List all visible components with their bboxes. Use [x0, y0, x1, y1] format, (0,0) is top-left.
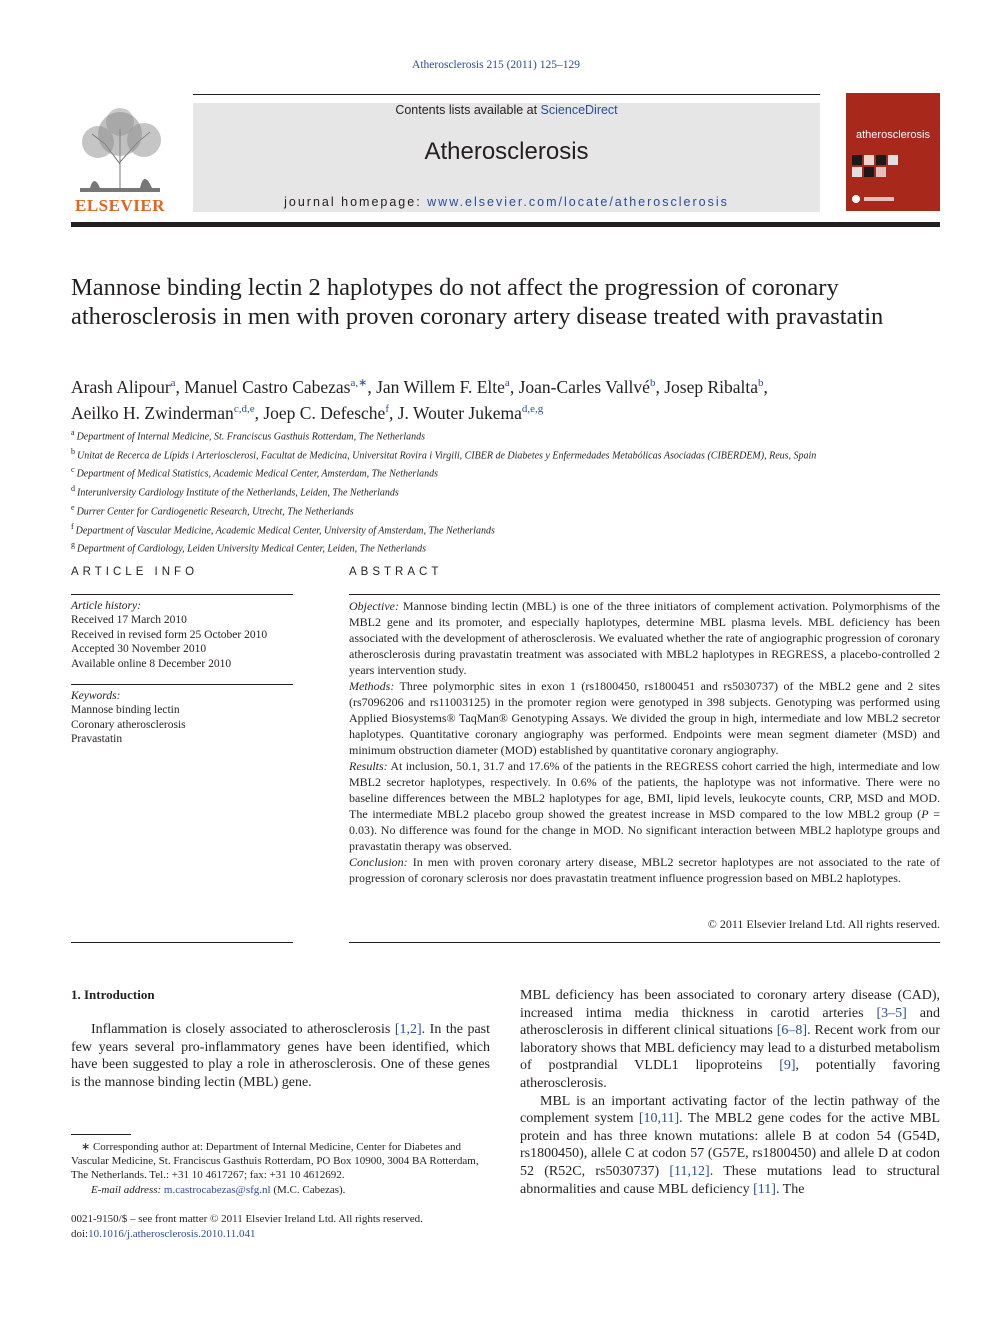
- affiliation: $^c$ Department of Medical Statistics, Academic Medical Center, Amsterdam, The Netherlands: [71, 465, 438, 480]
- citation-link[interactable]: [3–5]: [876, 1005, 907, 1021]
- email-label: E-mail address:: [91, 1183, 162, 1196]
- affiliation-list: [71, 426, 941, 557]
- author[interactable]: J. Wouter Jukema$^{d,e,g}$: [397, 402, 544, 423]
- journal-name: Atherosclerosis: [424, 138, 589, 165]
- history-label: Article history:: [71, 600, 141, 612]
- keywords-rule: [71, 684, 293, 685]
- abstract-conclusion: Conclusion: In men with proven coronary artery disease, MBL2 secretor haplotypes are not associated to the rate of progression of coronary sclerosis nor does pravastatin treatment influence progression based on MBL2 haplotypes.: [349, 855, 940, 885]
- citation-link[interactable]: [1,2]: [394, 1022, 422, 1037]
- affiliation: $^a$ Department of Internal Medicine, St. Franciscus Gasthuis Rotterdam, The Netherlands: [71, 428, 426, 443]
- history-item: Received 17 March 2010: [71, 614, 187, 627]
- copyright-notice: © 2011 Elsevier Ireland Ltd. All rights reserved.: [707, 917, 940, 931]
- keywords-label: Keywords:: [71, 690, 121, 702]
- keyword: Mannose binding lectin: [71, 704, 180, 717]
- keyword: Pravastatin: [71, 733, 123, 746]
- citation-link[interactable]: [11,12]: [669, 1163, 710, 1179]
- abstract-body: [349, 598, 940, 886]
- author[interactable]: Jan Willem F. Elte$^a$: [376, 376, 510, 397]
- author[interactable]: Aeilko H. Zwinderman$^{c,d,e}$: [71, 402, 255, 423]
- section-heading-introduction: 1. Introduction: [71, 987, 155, 1002]
- author[interactable]: Josep Ribalta$^b$: [664, 376, 764, 397]
- header-thick-rule: [71, 222, 940, 227]
- abstract-heading: ABSTRACT: [349, 566, 443, 578]
- abstract-rule: [349, 594, 940, 595]
- article-info-rule: [71, 594, 293, 595]
- homepage-link[interactable]: www.elsevier.com/locate/atherosclerosis: [427, 195, 729, 209]
- history-item: Accepted 30 November 2010: [71, 643, 207, 656]
- author[interactable]: Joan-Carles Vallvé$^b$: [518, 376, 656, 397]
- corresponding-author-text: ∗ Corresponding author at: Department of Internal Medicine, Center for Diabetes and Vascular Medicine, St. Franciscus Gasthuis Rotterdam, PO Box 10900, 3004 BA Rotterdam, The Netherlands. Tel.: +31 10 4617267; fax: +31 10 4612692.: [71, 1141, 479, 1182]
- author-list: Arash Alipour$^a$, Manuel Castro Cabezas$^{a,∗}$, Jan Willem F. Elte$^a$, Joan-Carles Vallvé$^b$, Josep Ribalta$^b$, Aeilko H. Zwinderman$^{c,d,e}$, Joep C. Defesche$^f$, J. Wouter Jukema$^{d,e,g}$: [71, 376, 768, 423]
- author[interactable]: Joep C. Defesche$^f$: [263, 402, 389, 423]
- issn-line: 0021-9150/$ – see front matter © 2011 Elsevier Ireland Ltd. All rights reserved.: [71, 1213, 423, 1225]
- email-link[interactable]: m.castrocabezas@sfg.nl: [163, 1183, 271, 1196]
- citation-link[interactable]: [6–8]: [776, 1023, 808, 1039]
- affiliation: $^e$ Durrer Center for Cardiogenetic Research, Utrecht, The Netherlands: [71, 502, 354, 518]
- journal-homepage: [193, 195, 820, 209]
- abstract-bottom-rule: [349, 942, 940, 943]
- keywords: [71, 689, 293, 747]
- article-history: [71, 599, 293, 671]
- citation-link[interactable]: [10,11]: [638, 1111, 680, 1127]
- body-column-right: [520, 987, 940, 1198]
- article-info-bottom-rule: [71, 942, 293, 943]
- doi-link[interactable]: 10.1016/j.atherosclerosis.2010.11.041: [88, 1228, 256, 1240]
- journal-citation[interactable]: Atherosclerosis 215 (2011) 125–129: [412, 59, 580, 71]
- affiliation: $^b$ Unitat de Recerca de Lípids i Arteriosclerosi, Facultat de Medicina, Universitat Rovira i Virgili, CIBER de Diabetes y Enfermedades Metabólicas Asociadas (CIBERDEM), Reus, Spain: [71, 446, 817, 462]
- affiliation: $^g$ Department of Cardiology, Leiden University Medical Center, Leiden, The Netherlands: [71, 540, 427, 555]
- publisher-wordmark: ELSEVIER: [75, 196, 165, 215]
- corresponding-author-footnote: ∗ Corresponding author at: Department of Internal Medicine, Center for Diabetes and Vascular Medicine, St. Franciscus Gasthuis Rotterdam, PO Box 10900, 3004 BA Rotterdam, The Netherlands. Tel.: +31 10 4617267; fax: +31 10 4612692. E-mail address: m.castrocabezas@sfg.nl (M.C. Cabezas).: [71, 1140, 490, 1197]
- abstract-results: Results: At inclusion, 50.1, 31.7 and 17.6% of the patients in the REGRESS cohort carried the high, intermediate and low MBL2 secretor haplotypes, respectively. In 0.6% of the patients, the haplotype was not informative. There were no baseline differences between the MBL2 haplotypes for age, BMI, lipid levels, leukocyte counts, CRP, MSD and MOD. The intermediate MBL2 placebo group showed the greatest increase in MSD compared to the low MBL2 group (P = 0.03). No difference was found for the change in MOD. No significant interaction between MBL2 haplotype groups and pravastatin therapy was observed.: [349, 759, 940, 853]
- keyword: Coronary atherosclerosis: [71, 718, 186, 731]
- author[interactable]: Arash Alipour$^a$: [71, 376, 176, 397]
- paragraph: Inflammation is closely associated to atherosclerosis [1,2]. In the past few years several pro-inflammatory genes have been identified, which have been suggested to play a role in atherosclerosis. One of these genes is the mannose binding lectin (MBL) gene.: [71, 1022, 490, 1090]
- history-item: Received in revised form 25 October 2010: [71, 628, 268, 641]
- author[interactable]: Manuel Castro Cabezas$^{a,∗}$: [184, 376, 368, 397]
- history-item: Available online 8 December 2010: [71, 657, 232, 670]
- abstract-objective: Objective: Mannose binding lectin (MBL) is one of the three initiators of complement activation. Polymorphisms of the MBL2 gene and its promoter, and especially haplotypes, determine MBL plasma levels. MBL deficiency has been associated with the development of atherosclerosis. We evaluated whether the rate of angiographic progression of coronary atherosclerosis during pravastatin treatment was associated with MBL2 haplotypes in REGRESS, a placebo-controlled 2 years intervention study.: [349, 599, 940, 677]
- affiliation: $^f$ Department of Vascular Medicine, Academic Medical Center, University of Amsterdam, The Netherlands: [71, 521, 495, 536]
- body-column-left: [71, 1021, 490, 1091]
- sciencedirect-link[interactable]: ScienceDirect: [540, 103, 618, 117]
- contents-prefix: Contents lists available at: [395, 103, 541, 117]
- contents-line: [193, 103, 820, 117]
- header-rule: [193, 94, 820, 95]
- paragraph: MBL deficiency has been associated to coronary artery disease (CAD), increased intima media thickness in carotid arteries [3–5] and atherosclerosis in different clinical situations [6–8]. Recent work from our laboratory shows that MBL deficiency may lead to a disturbed metabolism of postprandial VLDL1 lipoproteins [9], potentially favoring atherosclerosis.: [520, 988, 941, 1091]
- abstract-methods: Methods: Three polymorphic sites in exon 1 (rs1800450, rs1800451 and rs5030737) of the MBL2 gene and 2 sites (rs7096206 and rs11003125) in the promoter region were genotyped in 398 subjects. Genotyping was performed using Applied Biosystems® TaqMan® Genotyping Assays. We divided the group in high, intermediate and low MBL2 secretor haplotypes. Quantitative coronary angiography was performed. Endpoints were mean segment diameter (MSD) and minimum obstruction diameter (MOD) established by quantitative coronary angiography.: [349, 679, 940, 757]
- affiliation: $^d$ Interuniversity Cardiology Institute of the Netherlands, Leiden, The Netherlands: [71, 484, 399, 499]
- citation-link[interactable]: [9]: [779, 1058, 796, 1074]
- issn-doi-block: 0021-9150/$ – see front matter © 2011 Elsevier Ireland Ltd. All rights reserved. doi:10.1016/j.atherosclerosis.2010.11.041: [71, 1212, 490, 1242]
- paragraph: MBL is an important activating factor of the lectin pathway of the complement system [10,11]. The MBL2 gene codes for the active MBL protein and has three known mutations: allele B at codon 54 (G54D, rs1800450), allele C at codon 57 (G57E, rs1800450) and allele D at codon 52 (R52C, rs5030737) [11,12]. These mutations lead to structural abnormalities and cause MBL deficiency [11]. The: [520, 1093, 940, 1197]
- cover-title: atherosclerosis: [856, 129, 930, 141]
- footnote-rule: [71, 1134, 131, 1135]
- homepage-label: journal homepage:: [284, 195, 428, 209]
- journal-cover-thumbnail: [846, 93, 940, 211]
- article-title: Mannose binding lectin 2 haplotypes do not affect the progression of coronary atherosclerosis in men with proven coronary artery disease treated with pravastatin: [71, 274, 884, 330]
- article-info-heading: ARTICLE INFO: [71, 566, 199, 578]
- citation-link[interactable]: [11]: [753, 1181, 776, 1197]
